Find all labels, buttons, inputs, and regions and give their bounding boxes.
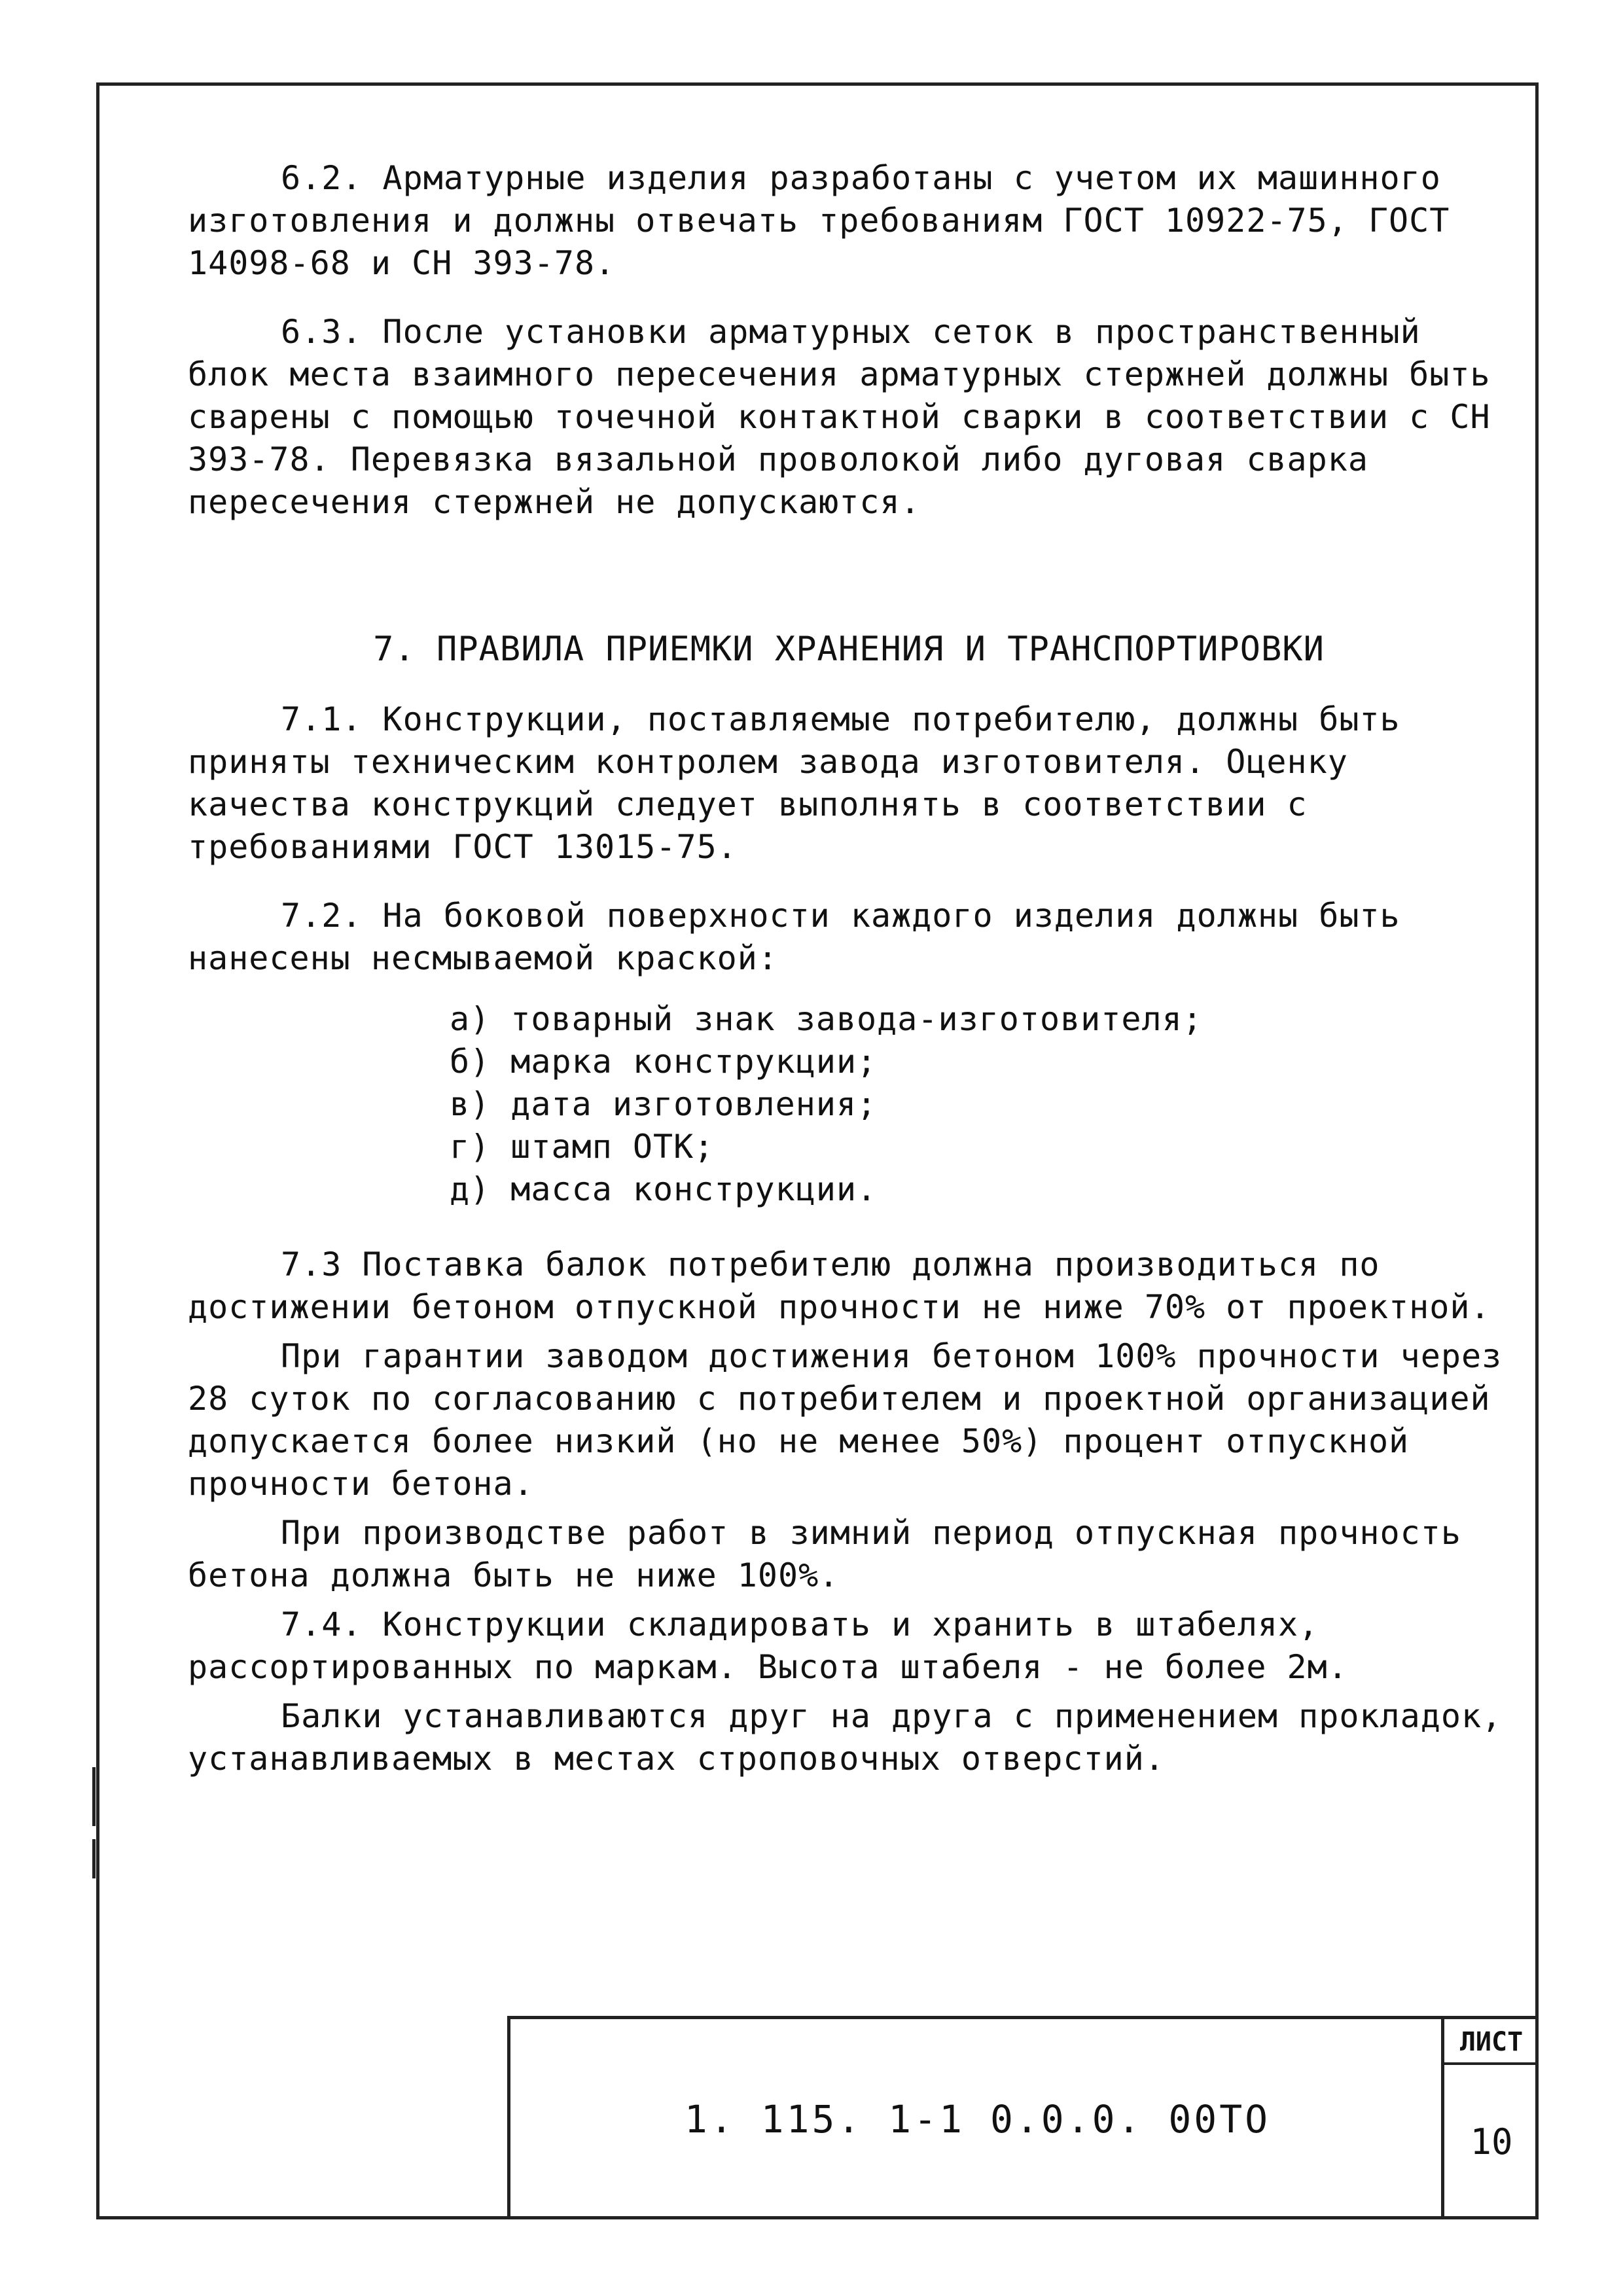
document-body — [188, 157, 1510, 1780]
sheet-number: 10 — [1470, 2121, 1513, 2162]
margin-mark — [92, 1767, 96, 1826]
paragraph-7-1: 7.1. Конструкции, поставляемые потребителю, должны быть приняты техническим контролем завода изготовителя. Оценку качества конструкций следует выполнять в соответствии с требованиями ГОСТ 13015-75. — [188, 700, 1400, 866]
list-item: д) масса конструкции. — [450, 1170, 878, 1208]
title-block — [507, 2016, 1539, 2219]
margin-mark — [92, 1839, 96, 1878]
section-heading: 7. ПРАВИЛА ПРИЕМКИ ХРАНЕНИЯ И ТРАНСПОРТИРОВКИ — [373, 630, 1325, 669]
list-item: б) марка конструкции; — [450, 1043, 878, 1081]
sheet-label: ЛИСТ — [1444, 2019, 1539, 2065]
list-item: г) штамп ОТК; — [450, 1128, 715, 1166]
paragraph-guarantee: При гарантии заводом достижения бетоном 100% прочности через 28 суток по согласованию с потребителем и проектной организацией допускается более низкий (но не менее 50%) процент отпускной прочности бетона. — [188, 1337, 1503, 1503]
paragraph-6-2: 6.2. Арматурные изделия разработаны с учетом их машинного изготовления и должны отвечать требованиям ГОСТ 10922-75, ГОСТ 14098-68 и СН 393-78. — [188, 159, 1450, 282]
paragraph-6-3: 6.3. После установки арматурных сеток в пространственный блок места взаимного пересечения арматурных стержней должны быть сварены с помощью точечной контактной сварки в соответствии с СН 393-78. Перевязка вязальной проволокой либо дуговая сварка пересечения стержней не допускаются. — [188, 313, 1491, 521]
list-item: в) дата изготовления; — [450, 1085, 878, 1123]
sheet-cell — [1441, 2019, 1539, 2219]
paragraph-winter: При производстве работ в зимний период отпускная прочность бетона должна быть не ниже 100%. — [188, 1514, 1461, 1594]
paragraph-7-2: 7.2. На боковой поверхности каждого изделия должны быть нанесены несмываемой краской: — [188, 897, 1400, 977]
paragraph-7-4: 7.4. Конструкции складировать и хранить в штабелях, рассортированных по маркам. Высота штабеля - не более 2м. — [188, 1605, 1348, 1686]
list-item: а) товарный знак завода-изготовителя; — [450, 1000, 1203, 1038]
marking-list — [188, 998, 1510, 1211]
document-designation: 1. 115. 1-1 0.0.0. 00ТО — [684, 2097, 1271, 2142]
paragraph-7-3: 7.3 Поставка балок потребителю должна производиться по достижении бетоном отпускной прочности не ниже 70% от проектной. — [188, 1246, 1491, 1326]
paragraph-stacking: Балки устанавливаются друг на друга с применением прокладок, устанавливаемых в местах строповочных отверстий. — [188, 1697, 1503, 1778]
